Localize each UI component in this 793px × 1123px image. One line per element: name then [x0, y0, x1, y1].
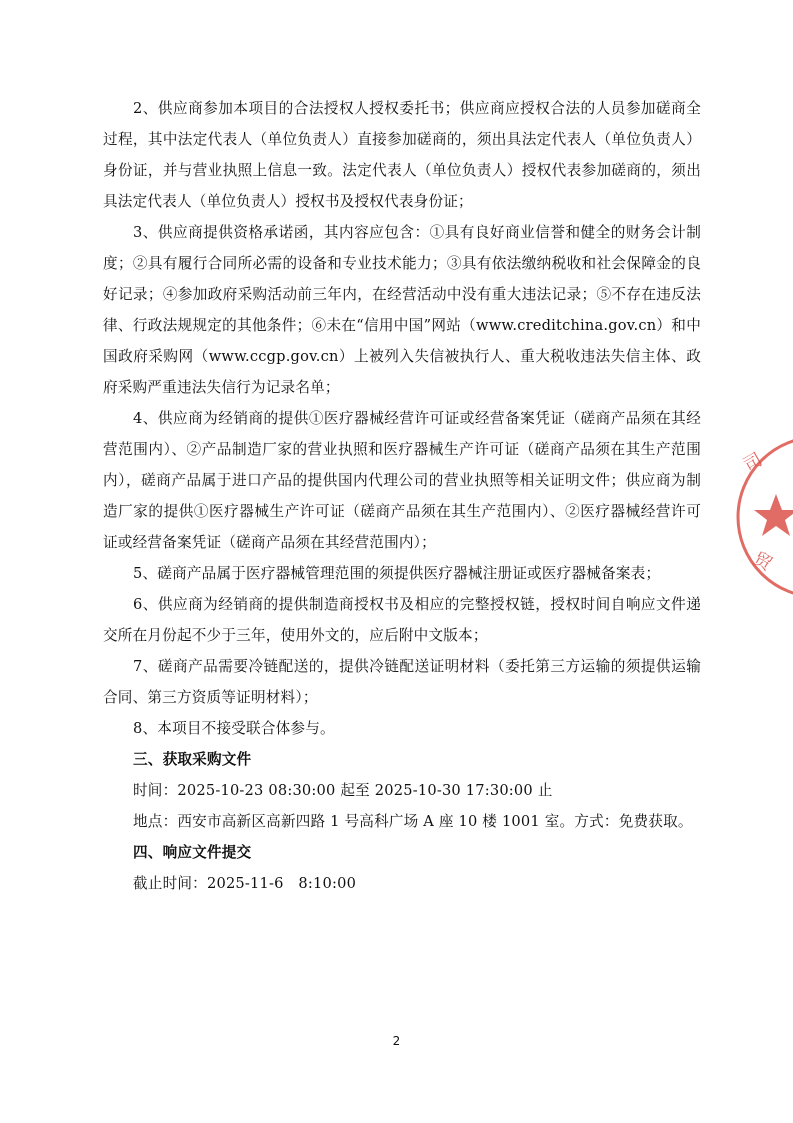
obtain-time: 时间：2025-10-23 08:30:00 起至 2025-10-30 17:30:00 止 — [133, 782, 553, 799]
paragraph-item-8: 8、本项目不接受联合体参与。 — [133, 720, 335, 737]
section-heading-submission: 四、响应文件提交 — [133, 844, 252, 861]
svg-text:贸: 贸 — [749, 548, 776, 576]
paragraph-item-6: 6、供应商为经销商的提供制造商授权书及相应的完整授权链，授权时间自响应文件递交所在月份起不少于三年，使用外文的，应后附中文版本； — [103, 596, 701, 644]
obtain-location: 地点：西安市高新区高新四路 1 号高科广场 A 座 10 楼 1001 室。方式：免费获取。 — [133, 813, 693, 830]
document-body — [103, 93, 701, 899]
paragraph-item-2: 2、供应商参加本项目的合法授权人授权委托书；供应商应授权合法的人员参加磋商全过程，其中法定代表人（单位负责人）直接参加磋商的，须出具法定代表人（单位负责人）身份证，并与营业执照上信息一致。法定代表人（单位负责人）授权代表参加磋商的，须出具法定代表人（单位负责人）授权书及授权代表身份证； — [103, 100, 701, 210]
submission-deadline: 截止时间：2025-11-6 8:10:00 — [133, 875, 357, 892]
paragraph-item-5: 5、磋商产品属于医疗器械管理范围的须提供医疗器械注册证或医疗器械备案表； — [133, 565, 661, 582]
paragraph-item-7: 7、磋商产品需要冷链配送的，提供冷链配送证明材料（委托第三方运输的须提供运输合同、第三方资质等证明材料）； — [103, 658, 701, 706]
paragraph-item-3: 3、供应商提供资格承诺函，其内容应包含：①具有良好商业信誉和健全的财务会计制度；②具有履行合同所必需的设备和专业技术能力；③具有依法缴纳税收和社会保障金的良好记录；④参加政府采购活动前三年内，在经营活动中没有重大违法记录；⑤不存在违反法律、行政法规规定的其他条件；⑥未在“信用中国”网站（www.creditchina.gov.cn）和中国政府采购网（www.ccgp.gov.cn）上被列入失信被执行人、重大税收违法失信主体、政府采购严重违法失信行为记录名单； — [103, 224, 701, 396]
section-heading-obtain-documents: 三、获取采购文件 — [133, 751, 252, 768]
paragraph-item-4: 4、供应商为经销商的提供①医疗器械经营许可证或经营备案凭证（磋商产品须在其经营范围内）、②产品制造厂家的营业执照和医疗器械生产许可证（磋商产品须在其生产范围内），磋商产品属于进口产品的提供国内代理公司的营业执照等相关证明文件；供应商为制造厂家的提供①医疗器械生产许可证（磋商产品须在其生产范围内）、②医疗器械经营许可证或经营备案凭证（磋商产品须在其经营范围内）； — [103, 410, 701, 551]
svg-text:司: 司 — [740, 449, 767, 477]
page-number: 2 — [392, 1034, 401, 1048]
company-seal-icon — [718, 432, 793, 602]
